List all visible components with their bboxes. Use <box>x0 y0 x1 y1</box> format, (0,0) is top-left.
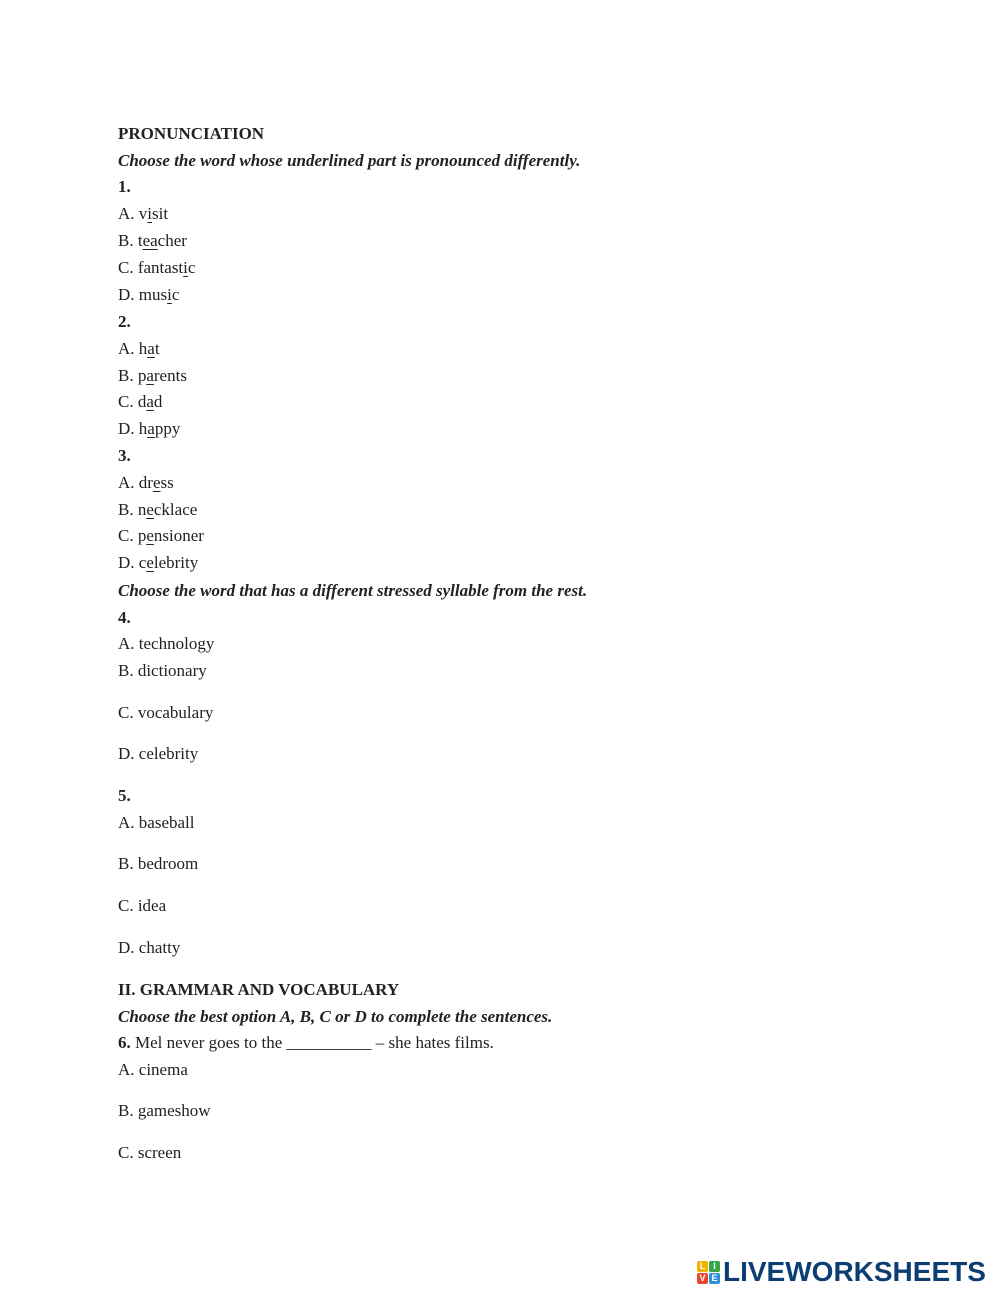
q4-option-a: A. technology <box>118 634 215 653</box>
section-heading-pronunciation: PRONUNCIATION <box>118 124 265 143</box>
q6-option-a: A. cinema <box>118 1060 188 1079</box>
q6-option-c: C. screen <box>118 1143 182 1162</box>
q4-option-d: D. celebrity <box>118 744 199 763</box>
question-5-number: 5. <box>118 786 131 805</box>
instruction-stress: Choose the word that has a different stressed syllable from the rest. <box>118 581 588 600</box>
section-heading-grammar: II. GRAMMAR AND VOCABULARY <box>118 980 400 999</box>
q1-option-c: C. fantastic <box>118 258 196 277</box>
q5-option-c: C. idea <box>118 896 167 915</box>
question-2-number: 2. <box>118 312 131 331</box>
q3-option-d: D. celebrity <box>118 553 199 572</box>
question-6-number: 6. <box>118 1033 131 1052</box>
logo-mark-letter: E <box>709 1273 720 1284</box>
liveworksheets-logo-text: LIVEWORKSHEETS <box>723 1256 986 1287</box>
question-4-number: 4. <box>118 608 131 627</box>
q1-option-a: A. visit <box>118 204 169 223</box>
q4-option-c: C. vocabulary <box>118 703 214 722</box>
liveworksheets-logo <box>697 1257 986 1287</box>
q5-option-d: D. chatty <box>118 938 181 957</box>
q5-option-b: B. bedroom <box>118 854 199 873</box>
q2-option-d: D. happy <box>118 419 181 438</box>
question-6 <box>118 1033 494 1053</box>
q5-option-a: A. baseball <box>118 813 195 832</box>
q2-option-c: C. dad <box>118 392 163 411</box>
q1-option-d: D. music <box>118 285 180 304</box>
logo-mark-letter: V <box>697 1273 708 1284</box>
q2-option-a: A. hat <box>118 339 160 358</box>
question-6-text: Mel never goes to the __________ – she hates films. <box>130 1033 494 1052</box>
q4-option-b: B. dictionary <box>118 661 207 680</box>
q1-option-b: B. teacher <box>118 231 187 250</box>
question-1-number: 1. <box>118 177 131 196</box>
liveworksheets-mark-icon <box>697 1261 720 1284</box>
q6-option-b: B. gameshow <box>118 1101 211 1120</box>
instruction-grammar: Choose the best option A, B, C or D to complete the sentences. <box>118 1007 553 1026</box>
q3-option-a: A. dress <box>118 473 174 492</box>
logo-mark-letter: L <box>697 1261 708 1272</box>
question-3-number: 3. <box>118 446 131 465</box>
q3-option-b: B. necklace <box>118 500 198 519</box>
q3-option-c: C. pensioner <box>118 526 204 545</box>
logo-mark-letter: I <box>709 1261 720 1272</box>
q2-option-b: B. parents <box>118 366 187 385</box>
instruction-pronunciation: Choose the word whose underlined part is pronounced differently. <box>118 151 581 170</box>
